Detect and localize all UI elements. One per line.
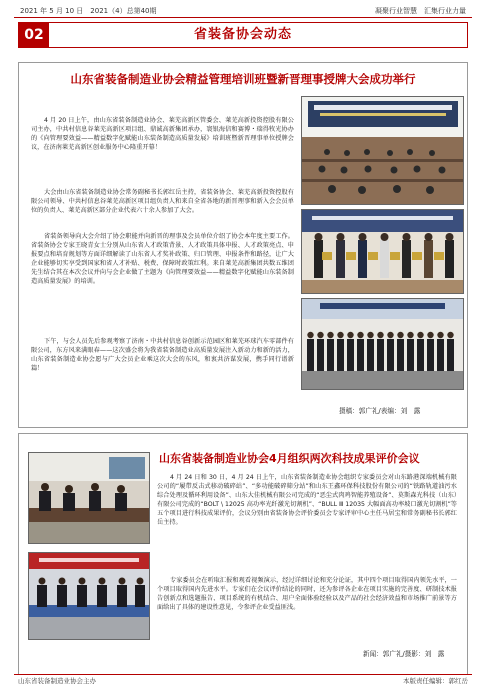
- article-1-paragraph: 4 月 20 日上午，由山东省装备制造业协会、莱芜高新区管委会、莱芜高新投资控股有限公司主办，中共村信息谷莱芜高新区项目组、鼎诚高新集团承办，寰银海信和赛博・瑞得牧光协办的《向管理要效益——精益数字化赋能山东装备制造高质量发展》培训班暨新晋理事单位授牌会议，在济南莱芜高新区创业服务中心隆重开幕！: [31, 117, 294, 151]
- article-1-byline: 摄稿：郭广礼/表编：刘 露: [339, 407, 421, 415]
- article-box-1: [18, 62, 468, 428]
- photo-plaque-award: [301, 209, 464, 294]
- page-footer: [14, 676, 472, 686]
- article-1-paragraph: 下午，与会人员先后参观考察了济南・中共村信息谷创新示范园区和莱芜环球汽车零部件有限公司，东方风来满眼春——这次盛会将为我省装备制造业高质量发展注入新动力和新的活力，山东省装备制造业协会愿与广大会员企业乘这次大会的东风，和衷共济谋发展，携手同行谱新篇！: [31, 338, 294, 372]
- footer-divider: [14, 674, 472, 675]
- masthead: [14, 4, 472, 17]
- section-number: 02: [19, 23, 49, 47]
- article-box-2: [18, 433, 468, 675]
- article-2-byline: 新闻：郭广礼/摄影：刘 露: [363, 650, 445, 658]
- photo-evaluation-meeting: [28, 452, 150, 544]
- article-2-paragraph: 4 月 24 日和 30 日，4 月 24 日上午，山东省装备制造业协会组织专家委员会对山东路港深端机械有限公司的“履带反击式移动破碎站”、“多功能破碎筛分站”和山东王鑫环保科技股份有限公司的“铁路轨道油污水综合处理及循环利用设备”、山东大佳机械有限公司完成的“恶尘式肉鸡智能养殖设备”、莫斯森光科技（山东）有限公司完成的“BOLT \ 12025 高功率光纤激光切割机”、“BULL Ⅲ 12035 大幅面高功率坡口激光切割机”等五个项目进行科技成果评价，会议分别由省装备协会评价委员会专家评审中心主任马居宝和常务副秘书长郭红岳主持。: [157, 474, 457, 526]
- masthead-slogan: 凝聚行业智慧 汇集行业力量: [375, 7, 466, 15]
- photo-group-picture: [301, 298, 464, 390]
- masthead-divider: [14, 17, 472, 18]
- article-1-paragraph: 省装备领导向大会介绍了协会职能并向新晋的理事及会员单位介绍了协会本年度主要工作。省装备协会专家王晓青女士分别从山东省人才政策背景、人才政策具体申报、人才政策亮点、申报要点和培育规划等方面详细解读了山东省人才奖补政策、归口管理、申报条件和路径，让广大企业能够切实享受到国家和省人才补贴、税费、保障时政策红利。来自莱芜高新集团共数五维团先生结合其在本次会议并向与会企业做了主题为《向管理要效益——精益数字化赋能山东装备制造高质量发展》的培训。: [31, 233, 294, 285]
- issue-date: 2021 年 5 月 10 日 2021（4）总第40期: [20, 7, 157, 15]
- article-1-paragraph: 大会由山东省装备制造业协会常务副秘书长郭红岳主持，省装备协会、莱芜高新投资控股有限公司领导、中共村信息谷莱芜高新区项目组负责人和来自全省各地的新晋理事和新入会会员单位的负责人、莱芜高新区部分企业代表六十余人参加了大会。: [31, 189, 294, 214]
- article-1-title: 山东省装备制造业协会精益管理培训班暨新晋理事授牌大会成功举行: [70, 72, 416, 86]
- photo-conference-hall: [301, 96, 464, 205]
- footer-sponsor: 山东省装备制造业协会主办: [18, 677, 96, 685]
- footer-editor: 本版责任编辑：郭红岳: [403, 677, 468, 685]
- section-title: 省装备协会动态: [193, 27, 292, 42]
- article-2-title: 山东省装备制造业协会4月组织两次科技成果评价会议: [159, 452, 420, 465]
- section-header: [18, 22, 468, 48]
- photo-evaluation-meeting: [28, 552, 150, 640]
- article-2-paragraph: 专家委员会在听取汇报和观看视频演示，经过详细讨论和充分论证，其中四个项目取得国内领先水平，一个项目取得国内先进水平。专家们在会议评价结论的同时，还为参评各企业在项目实施的完善度、研制技术报告创新点和选题报告、项目系统的有机结合、用户全面体验经验以及产品的社会经济效益和市场推广前景等方面给出了具体的建设性意见，令参评企业受益匪浅。: [157, 577, 457, 611]
